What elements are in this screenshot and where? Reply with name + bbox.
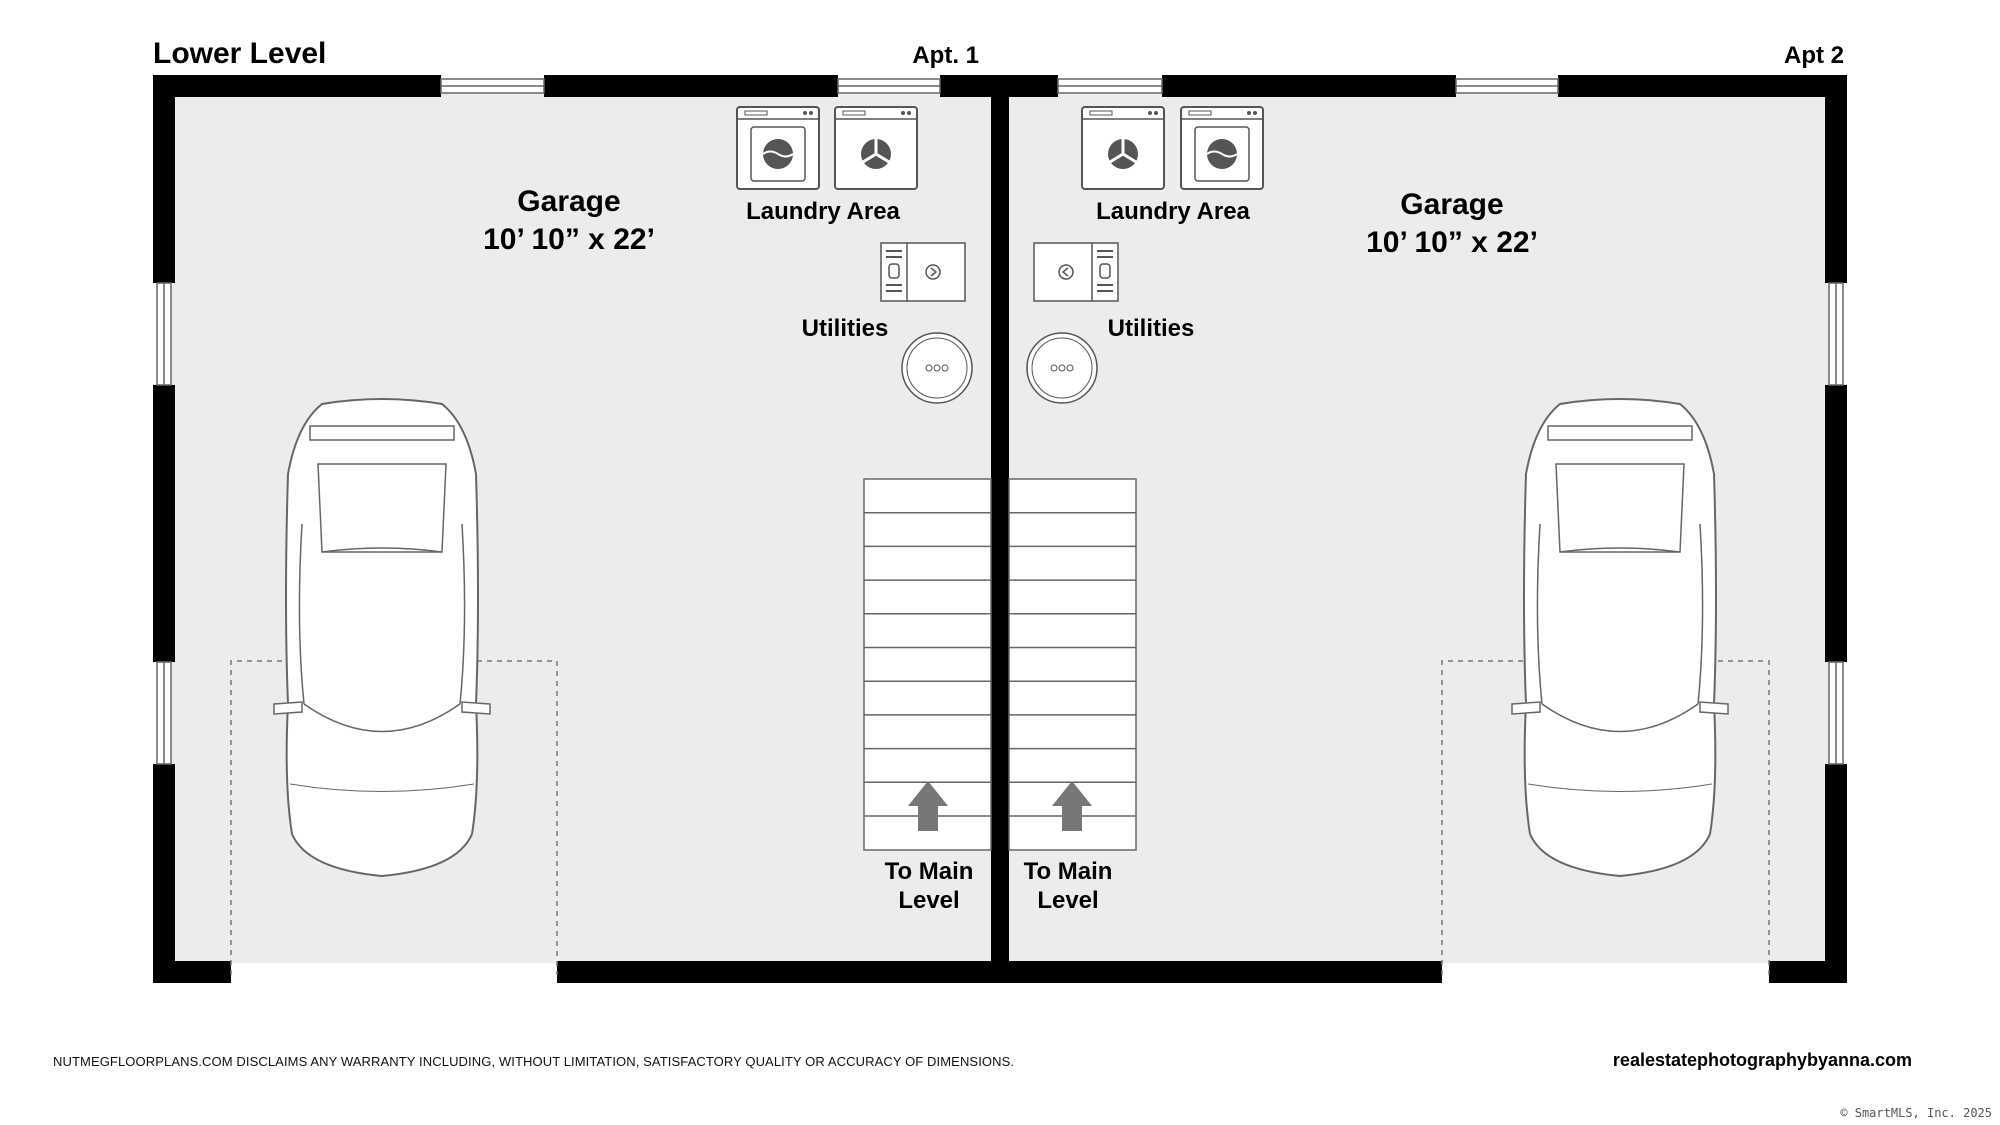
furnace-icon xyxy=(1034,243,1118,301)
room-dimensions: 10’ 10” x 22’ xyxy=(483,223,655,256)
water-heater-icon xyxy=(1027,333,1097,403)
copyright-text: © SmartMLS, Inc. 2025 xyxy=(1840,1106,1992,1120)
stairs-label: Level xyxy=(1037,887,1099,914)
car-icon xyxy=(1512,399,1728,876)
unit-name: Apt 2 xyxy=(1784,42,1844,69)
utilities-label: Utilities xyxy=(801,315,889,342)
room-dimensions: 10’ 10” x 22’ xyxy=(1366,226,1538,259)
website-text: realestatephotographybyanna.com xyxy=(1612,1050,1912,1070)
utilities-label: Utilities xyxy=(1107,315,1195,342)
washer-icon xyxy=(1181,107,1263,189)
stairs-label: To Main xyxy=(884,858,974,885)
dryer-icon xyxy=(835,107,917,189)
stairs-label: Level xyxy=(898,887,960,914)
plan-title: Lower Level xyxy=(153,37,327,70)
room-label: Garage xyxy=(1400,188,1504,221)
laundry-label: Laundry Area xyxy=(1096,198,1250,225)
room-label: Garage xyxy=(517,185,621,218)
unit-name: Apt. 1 xyxy=(912,42,979,69)
stairs-label: To Main xyxy=(1023,858,1113,885)
car-icon xyxy=(274,399,490,876)
furnace-icon xyxy=(881,243,965,301)
washer-icon xyxy=(737,107,819,189)
disclaimer-text: NUTMEGFLOORPLANS.COM DISCLAIMS ANY WARRANTY INCLUDING, WITHOUT LIMITATION, SATISFACTORY QUALITY OR ACCURACY OF DIMENSIONS. xyxy=(53,1054,1015,1069)
water-heater-icon xyxy=(902,333,972,403)
laundry-label: Laundry Area xyxy=(746,198,900,225)
dryer-icon xyxy=(1082,107,1164,189)
